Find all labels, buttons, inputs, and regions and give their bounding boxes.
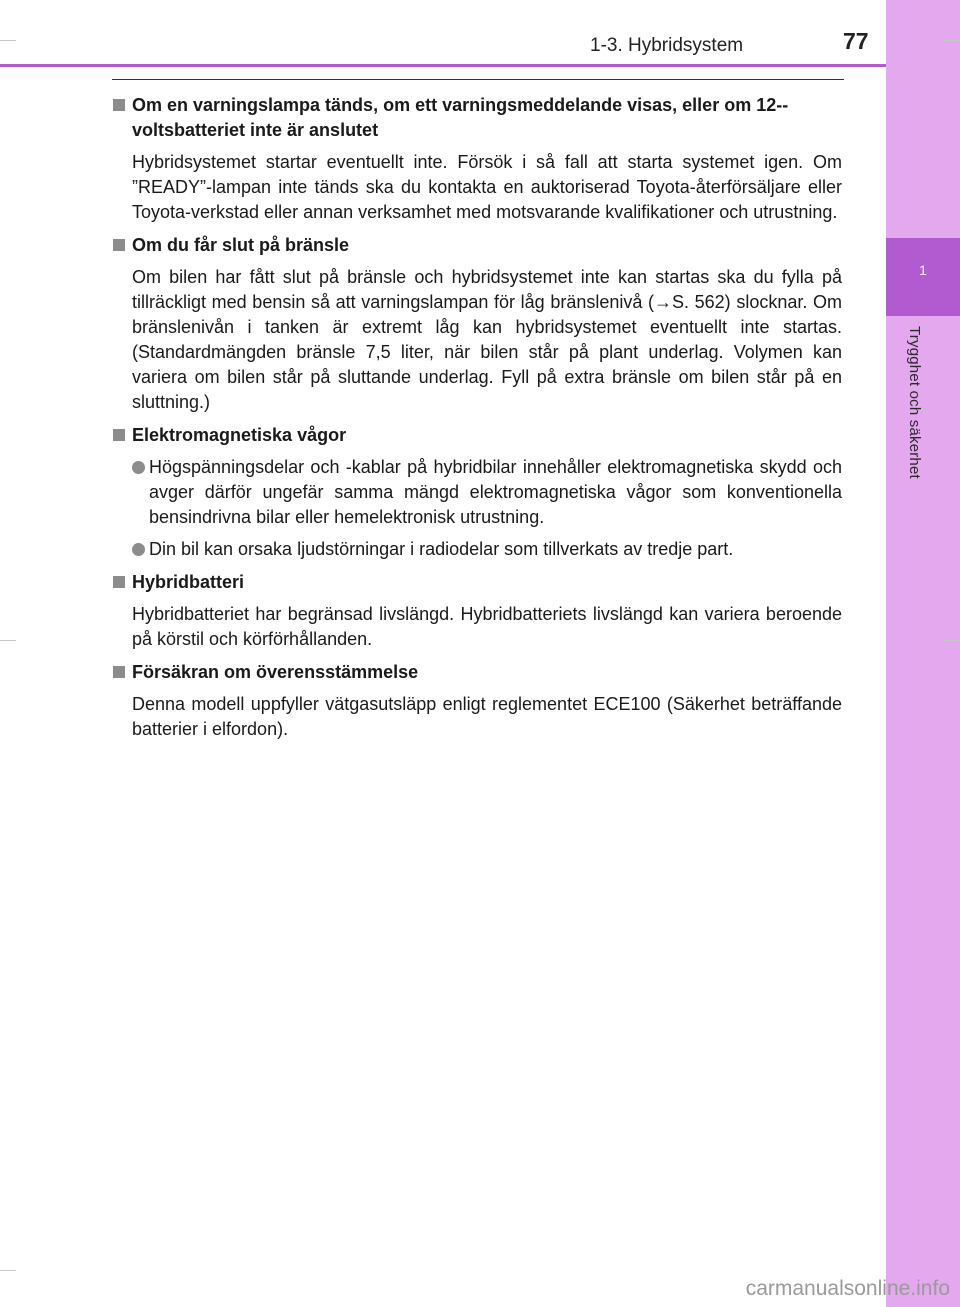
section-heading-text: Hybridbatteri: [132, 572, 245, 592]
top-rule: [112, 79, 844, 80]
square-bullet-icon: [113, 99, 125, 111]
crop-mark: [944, 40, 960, 41]
side-strip: [886, 0, 960, 1307]
circle-bullet-icon: [132, 543, 145, 556]
section-body: Hybridsystemet startar eventuellt inte. Försök i så fall att starta systemet igen. Om ”READY”-lampan inte tänds ska du kontakta en auktoriserad Toyota-återförsäljare eller Toyota-verkstad eller annan verksamhet med motsvarande kvalifikationer och utrustning.: [132, 152, 842, 222]
crop-mark: [0, 1270, 16, 1271]
chapter-number: 1: [919, 262, 927, 278]
square-bullet-icon: [113, 429, 125, 441]
crop-mark: [944, 640, 960, 641]
section-heading: [112, 660, 842, 685]
square-bullet-icon: [113, 666, 125, 678]
square-bullet-icon: [113, 239, 125, 251]
page-content: [112, 93, 842, 750]
crop-mark: [0, 40, 16, 41]
section-warning-lamp: [112, 93, 842, 225]
section-heading-text: Försäkran om överensstämmelse: [132, 662, 419, 682]
section-out-of-fuel: [112, 233, 842, 415]
chapter-title: Trygghet och säkerhet: [906, 326, 923, 479]
section-declaration-of-conformity: [112, 660, 842, 742]
list-item: [112, 455, 842, 530]
section-heading: [112, 570, 842, 595]
section-body: Om bilen har fått slut på bränsle och hybridsystemet inte kan startas ska du fylla på tillräckligt med bensin så att varningslampan för låg bränslenivå (→S. 562) slocknar. Om bränslenivån i tanken är extremt låg kan hybridsystemet eventuellt inte startas. (Standardmängden bränsle 7,5 liter, när bilen står på plant underlag. Volymen kan variera om bilen står på sluttande underlag. Fyll på extra bränsle om bilen står på en sluttning.): [132, 267, 842, 412]
section-heading-text: Om du får slut på bränsle: [132, 235, 350, 255]
section-heading: [112, 423, 842, 448]
section-body: Hybridbatteriet har begränsad livslängd. Hybridbatteriets livslängd kan variera beroende på körstil och körförhållanden.: [132, 604, 842, 649]
list-item: [112, 537, 842, 562]
section-heading-text: Om en varningslampa tänds, om ett varningsmeddelande visas, eller om 12--voltsbatteriet inte är anslutet: [132, 95, 789, 140]
header-line: [0, 64, 886, 67]
square-bullet-icon: [113, 576, 125, 588]
section-body: Denna modell uppfyller vätgasutsläpp enligt reglementet ECE100 (Säkerhet beträffande batterier i elfordon).: [132, 694, 842, 739]
list-item-text: Din bil kan orsaka ljudstörningar i radiodelar som tillverkats av tredje part.: [149, 539, 734, 559]
list-item-text: Högspänningsdelar och -kablar på hybridbilar innehåller elektromagnetiska skydd och avger därför ungefär samma mängd elektromagnetiska vågor som konventionella bensindrivna bilar eller hemelektronisk utrustning.: [149, 457, 842, 527]
section-heading: [112, 233, 842, 258]
section-heading: [112, 93, 842, 143]
page-number: 77: [843, 28, 869, 54]
section-electromagnetic-waves: [112, 423, 842, 562]
header-section-title: 1-3. Hybridsystem: [590, 35, 744, 56]
section-hybrid-battery: [112, 570, 842, 652]
crop-mark: [0, 640, 16, 641]
watermark: carmanualsonline.info: [745, 1277, 950, 1300]
section-heading-text: Elektromagnetiska vågor: [132, 425, 347, 445]
circle-bullet-icon: [132, 461, 145, 474]
